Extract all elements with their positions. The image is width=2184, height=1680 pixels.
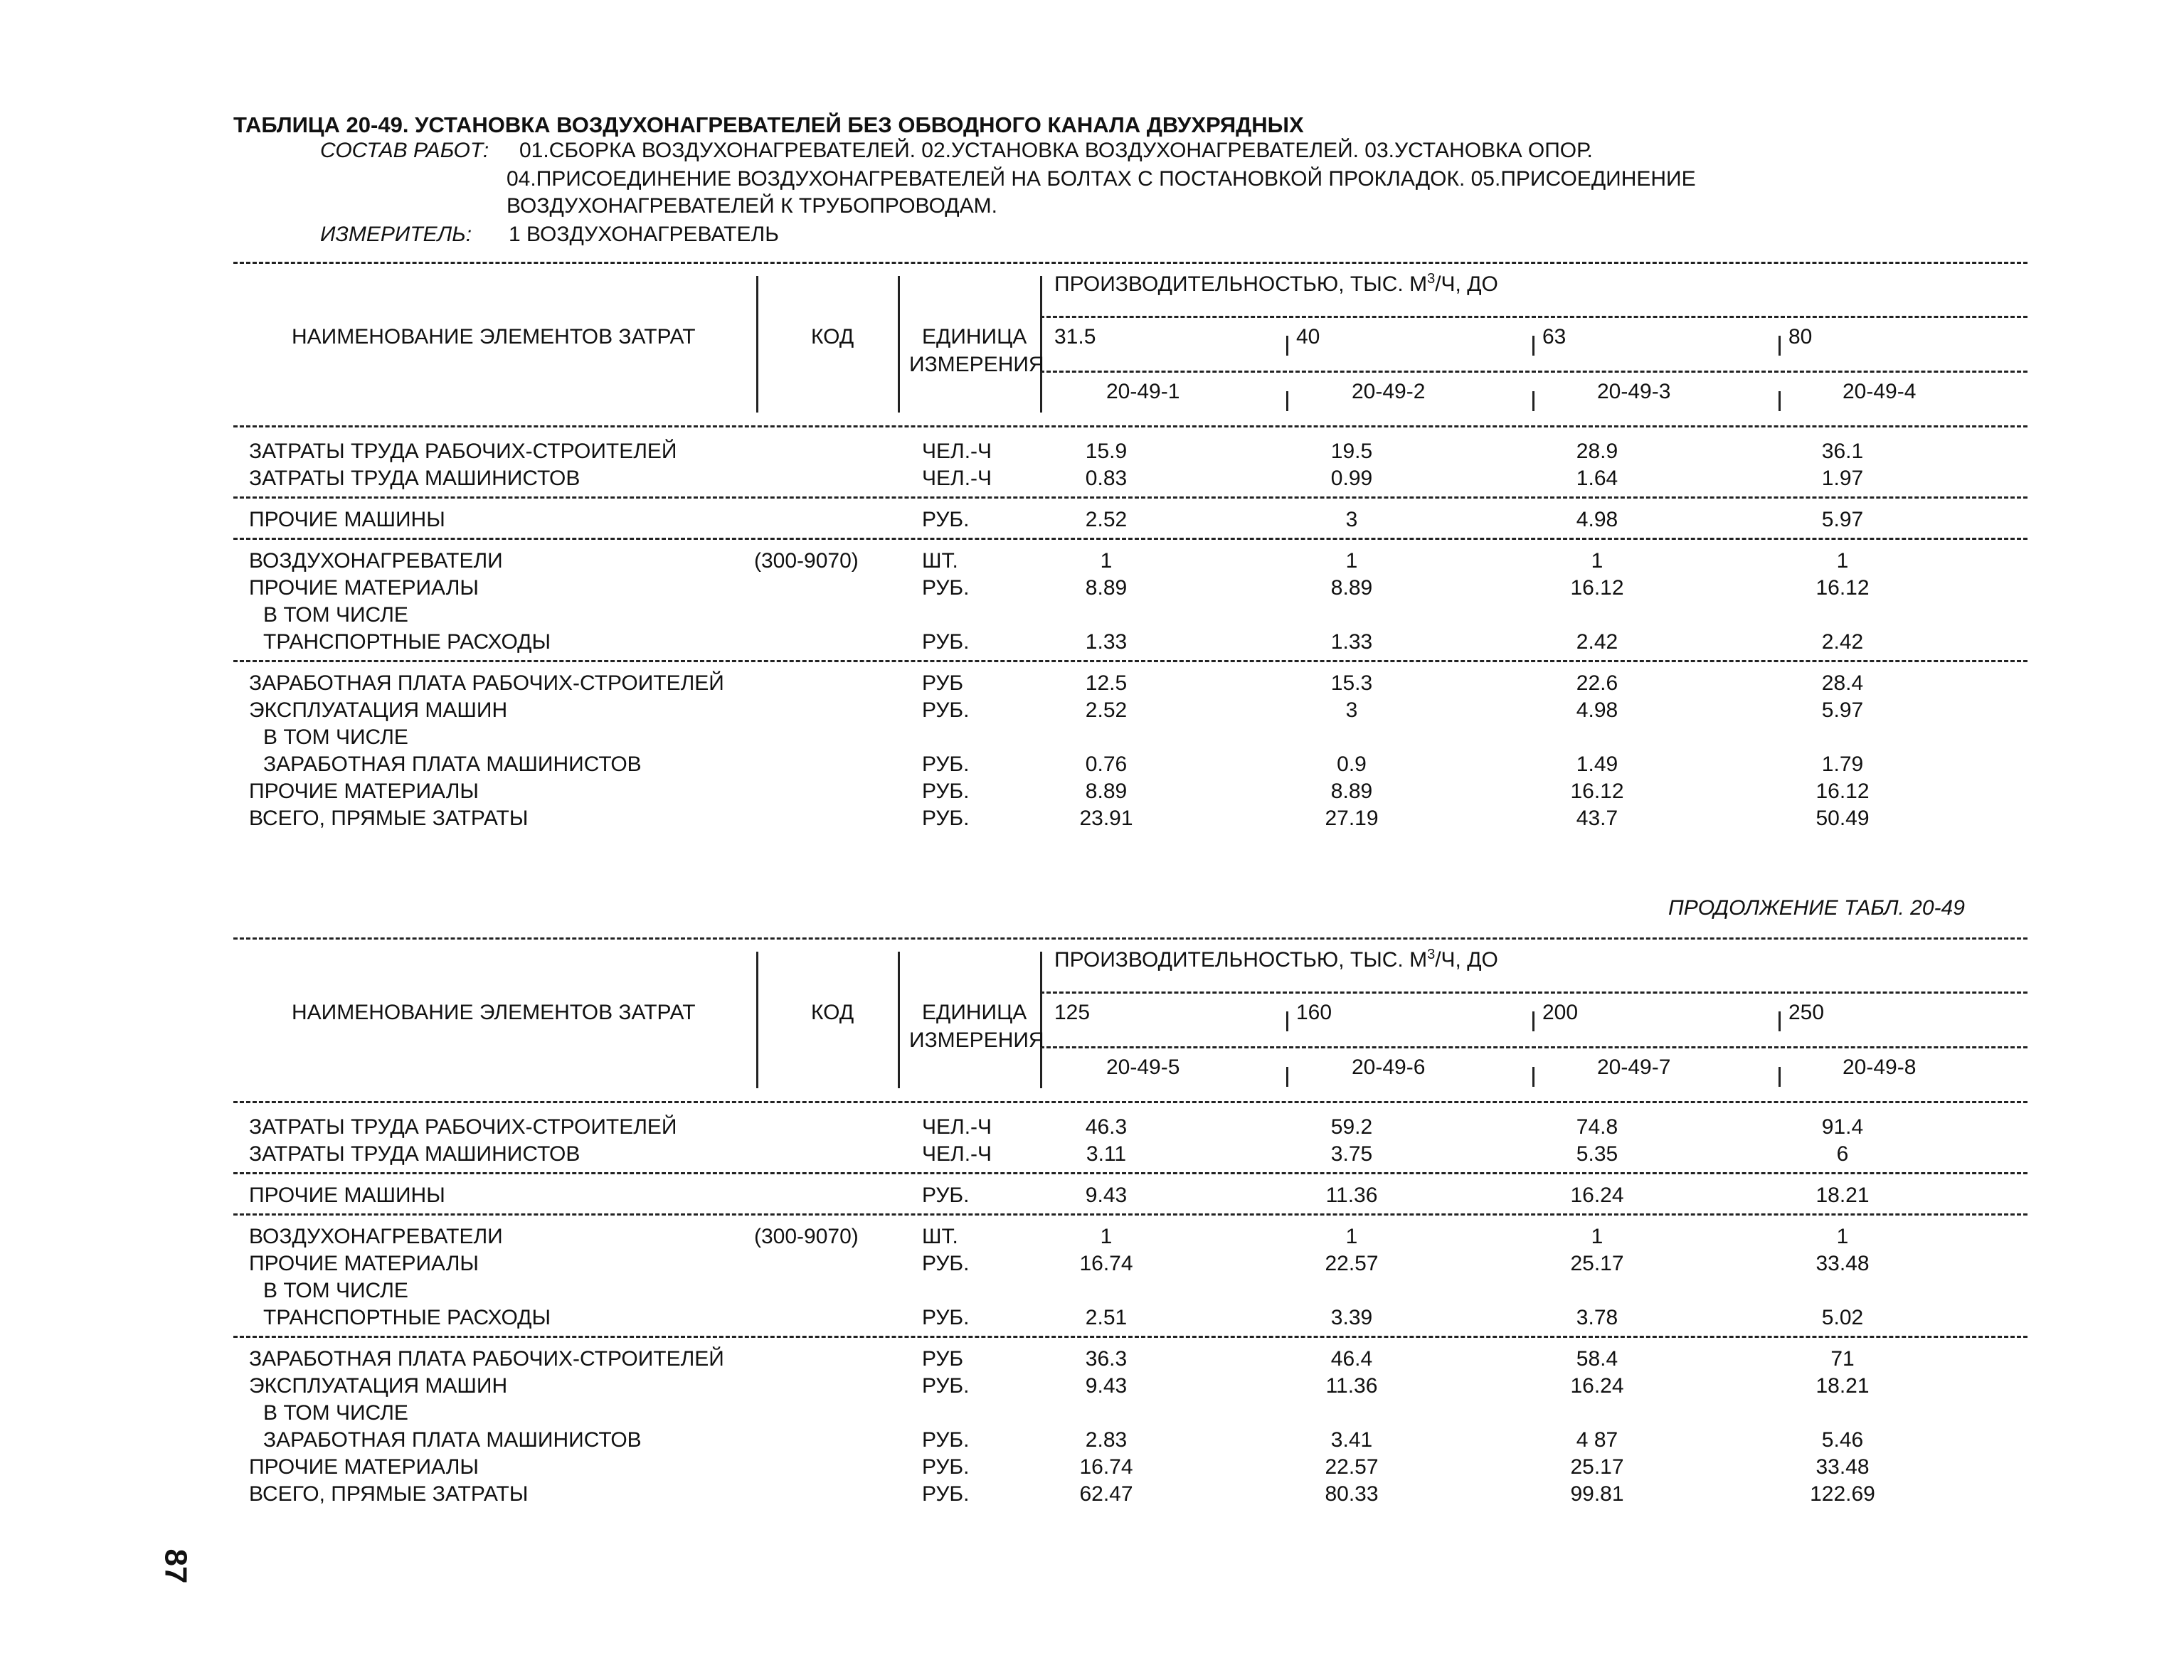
header-name: НАИМЕНОВАНИЕ ЭЛЕМЕНТОВ ЗАТРАТ — [292, 1001, 696, 1024]
rule-header-bottom — [233, 425, 2027, 427]
row-value: 23.91 — [1079, 807, 1133, 830]
meter-label: ИЗМЕРИТЕЛЬ: — [320, 223, 472, 246]
row-unit: РУБ — [922, 671, 964, 695]
capacity-value: 125 — [1054, 1001, 1091, 1024]
row-unit: ШТ. — [922, 1225, 958, 1248]
row-unit: РУБ. — [922, 807, 970, 830]
rule-header-bottom — [233, 1101, 2027, 1103]
row-value: 71 — [1830, 1347, 1855, 1371]
row-value: 3.78 — [1576, 1306, 1618, 1329]
row-value: 1 — [1836, 549, 1849, 573]
row-value: 33.48 — [1815, 1455, 1870, 1479]
row-unit: РУБ. — [922, 1482, 970, 1506]
capacity-tail: /Ч, ДО — [1435, 272, 1498, 296]
row-name: ЗАРАБОТНАЯ ПЛАТА РАБОЧИХ-СТРОИТЕЛЕЙ — [249, 1347, 724, 1371]
rule-group — [233, 1172, 2027, 1174]
row-value: 5.35 — [1576, 1142, 1618, 1166]
row-value: 59.2 — [1330, 1115, 1373, 1139]
row-value: 25.17 — [1570, 1455, 1624, 1479]
row-value: 80.33 — [1325, 1482, 1379, 1506]
row-name: В ТОМ ЧИСЛЕ — [263, 1279, 408, 1302]
row-value: 6 — [1836, 1142, 1849, 1166]
row-value: 1 — [1591, 549, 1603, 573]
row-value: 1.64 — [1576, 467, 1618, 490]
row-value: 1.33 — [1085, 630, 1128, 654]
row-value: 22.57 — [1325, 1455, 1379, 1479]
row-unit: РУБ. — [922, 753, 970, 776]
rule-codes — [1040, 1046, 2027, 1048]
row-value: 46.4 — [1330, 1347, 1373, 1371]
row-value: 4.98 — [1576, 698, 1618, 722]
row-name: ВСЕГО, ПРЯМЫЕ ЗАТРАТЫ — [249, 1482, 529, 1506]
row-unit: РУБ. — [922, 698, 970, 722]
row-name: ЗАРАБОТНАЯ ПЛАТА МАШИНИСТОВ — [263, 753, 642, 776]
row-value: 4 87 — [1576, 1428, 1618, 1452]
row-value: 25.17 — [1570, 1252, 1624, 1275]
code-divider — [1286, 391, 1288, 411]
row-value: 3.75 — [1330, 1142, 1373, 1166]
code-divider — [1779, 1067, 1781, 1087]
row-value: 1.97 — [1821, 467, 1864, 490]
row-value: 3.11 — [1086, 1142, 1127, 1166]
row-value: 11.36 — [1325, 1374, 1378, 1398]
rule-top — [233, 937, 2027, 940]
row-value: 33.48 — [1815, 1252, 1870, 1275]
header-divider — [1040, 276, 1042, 413]
code-divider — [1532, 1067, 1534, 1087]
row-unit: РУБ. — [922, 508, 970, 531]
row-value: 4.98 — [1576, 508, 1618, 531]
row-value: 1.49 — [1576, 753, 1618, 776]
row-value: 2.51 — [1085, 1306, 1128, 1329]
row-unit: ЧЕЛ.-Ч — [922, 1115, 992, 1139]
row-unit: РУБ. — [922, 576, 970, 600]
row-value: 0.9 — [1337, 753, 1367, 776]
row-value: 5.46 — [1821, 1428, 1864, 1452]
norm-code: 20-49-6 — [1352, 1056, 1426, 1079]
norm-code: 20-49-2 — [1352, 380, 1426, 403]
page-number: 87 — [158, 1548, 194, 1584]
continuation-note: ПРОДОЛЖЕНИЕ ТАБЛ. 20-49 — [1668, 896, 1965, 920]
header-code: КОД — [811, 1001, 854, 1024]
code-divider — [1286, 1067, 1288, 1087]
capacity-label: ПРОИЗВОДИТЕЛЬНОСТЬЮ, ТЫС. М — [1054, 948, 1428, 972]
row-value: 3.41 — [1330, 1428, 1373, 1452]
row-value: 2.42 — [1576, 630, 1618, 654]
row-value: 0.99 — [1330, 467, 1373, 490]
row-value: 5.97 — [1821, 508, 1864, 531]
row-value: 99.81 — [1570, 1482, 1624, 1506]
row-name: ТРАНСПОРТНЫЕ РАСХОДЫ — [263, 1306, 551, 1329]
norm-code: 20-49-5 — [1106, 1056, 1180, 1079]
composition-line-1: 01.СБОРКА ВОЗДУХОНАГРЕВАТЕЛЕЙ. 02.УСТАНОВКА ВОЗДУХОНАГРЕВАТЕЛЕЙ. 03.УСТАНОВКА ОПОР. — [519, 139, 1593, 162]
row-name: ЗАТРАТЫ ТРУДА РАБОЧИХ-СТРОИТЕЛЕЙ — [249, 440, 677, 463]
row-name: ПРОЧИЕ МАТЕРИАЛЫ — [249, 576, 479, 600]
capacity-value: 80 — [1788, 325, 1813, 349]
capacity-divider — [1532, 336, 1534, 356]
row-value: 8.89 — [1085, 576, 1128, 600]
row-value: 8.89 — [1085, 780, 1128, 803]
row-value: 15.3 — [1330, 671, 1373, 695]
row-value: 12.5 — [1085, 671, 1128, 695]
row-value: 16.24 — [1570, 1184, 1624, 1207]
norm-code: 20-49-8 — [1843, 1056, 1917, 1079]
row-value: 1 — [1591, 1225, 1603, 1248]
row-value: 2.83 — [1085, 1428, 1128, 1452]
composition-label: СОСТАВ РАБОТ: — [320, 139, 489, 162]
row-unit: РУБ — [922, 1347, 964, 1371]
row-unit: ШТ. — [922, 549, 958, 573]
row-value: 3.39 — [1330, 1306, 1373, 1329]
row-name: ЗАТРАТЫ ТРУДА МАШИНИСТОВ — [249, 467, 581, 490]
header-unit-2: ИЗМЕРЕНИЯ — [909, 1028, 1044, 1052]
row-unit: ЧЕЛ.-Ч — [922, 440, 992, 463]
row-value: 19.5 — [1330, 440, 1373, 463]
capacity-value: 63 — [1542, 325, 1567, 349]
row-name: ЭКСПЛУАТАЦИЯ МАШИН — [249, 1374, 508, 1398]
row-value: 22.6 — [1576, 671, 1618, 695]
row-value: 36.1 — [1821, 440, 1864, 463]
header-code: КОД — [811, 325, 854, 349]
row-name: ВСЕГО, ПРЯМЫЕ ЗАТРАТЫ — [249, 807, 529, 830]
rule-group — [233, 660, 2027, 662]
row-value: 50.49 — [1815, 807, 1870, 830]
rule-codes — [1040, 371, 2027, 373]
row-unit: РУБ. — [922, 1428, 970, 1452]
header-divider — [1040, 952, 1042, 1088]
capacity-sup: 3 — [1427, 947, 1436, 962]
row-value: 2.52 — [1085, 698, 1128, 722]
row-value: 1 — [1100, 549, 1113, 573]
row-value: 74.8 — [1576, 1115, 1618, 1139]
rule-capacity — [1040, 316, 2027, 318]
row-name: ПРОЧИЕ МАТЕРИАЛЫ — [249, 780, 479, 803]
row-name: ПРОЧИЕ МАТЕРИАЛЫ — [249, 1252, 479, 1275]
row-value: 3 — [1345, 508, 1358, 531]
row-name: ЗАРАБОТНАЯ ПЛАТА МАШИНИСТОВ — [263, 1428, 642, 1452]
row-value: 27.19 — [1325, 807, 1379, 830]
row-unit: РУБ. — [922, 1306, 970, 1329]
row-value: 22.57 — [1325, 1252, 1379, 1275]
capacity-divider — [1779, 1011, 1781, 1031]
header-divider — [756, 276, 758, 413]
row-value: 122.69 — [1810, 1482, 1875, 1506]
header-divider — [898, 952, 900, 1088]
row-value: 46.3 — [1085, 1115, 1128, 1139]
row-value: 18.21 — [1815, 1184, 1870, 1207]
code-divider — [1779, 391, 1781, 411]
header-capacity — [1054, 947, 1498, 971]
row-name: ПРОЧИЕ МАШИНЫ — [249, 508, 445, 531]
capacity-value: 40 — [1296, 325, 1320, 349]
rule-group — [233, 496, 2027, 499]
row-value: 1 — [1836, 1225, 1849, 1248]
row-value: 16.12 — [1570, 780, 1624, 803]
row-value: 2.52 — [1085, 508, 1128, 531]
row-name: ТРАНСПОРТНЫЕ РАСХОДЫ — [263, 630, 551, 654]
row-value: 16.74 — [1079, 1252, 1133, 1275]
row-unit: РУБ. — [922, 1252, 970, 1275]
composition-line-3: ВОЗДУХОНАГРЕВАТЕЛЕЙ К ТРУБОПРОВОДАМ. — [507, 194, 997, 218]
row-unit: РУБ. — [922, 1455, 970, 1479]
row-unit: ЧЕЛ.-Ч — [922, 1142, 992, 1166]
row-value: 11.36 — [1325, 1184, 1378, 1207]
row-name: ПРОЧИЕ МАТЕРИАЛЫ — [249, 1455, 479, 1479]
row-value: 5.02 — [1821, 1306, 1864, 1329]
table-title: ТАБЛИЦА 20-49. УСТАНОВКА ВОЗДУХОНАГРЕВАТЕЛЕЙ БЕЗ ОБВОДНОГО КАНАЛА ДВУХРЯДНЫХ — [233, 112, 1304, 137]
norm-code: 20-49-4 — [1843, 380, 1917, 403]
row-value: 28.4 — [1821, 671, 1864, 695]
row-value: 16.12 — [1815, 780, 1870, 803]
capacity-value: 200 — [1542, 1001, 1579, 1024]
row-value: 1 — [1345, 1225, 1358, 1248]
row-value: 0.83 — [1085, 467, 1128, 490]
capacity-value: 31.5 — [1054, 325, 1096, 349]
row-value: 36.3 — [1085, 1347, 1128, 1371]
row-name: ЭКСПЛУАТАЦИЯ МАШИН — [249, 698, 508, 722]
code-divider — [1532, 391, 1534, 411]
row-value: 43.7 — [1576, 807, 1618, 830]
rule-group — [233, 1213, 2027, 1216]
row-code: (300-9070) — [754, 549, 859, 573]
header-divider — [756, 952, 758, 1088]
capacity-sup: 3 — [1427, 271, 1436, 287]
row-name: ЗАТРАТЫ ТРУДА МАШИНИСТОВ — [249, 1142, 581, 1166]
capacity-label: ПРОИЗВОДИТЕЛЬНОСТЬЮ, ТЫС. М — [1054, 272, 1428, 296]
capacity-divider — [1532, 1011, 1534, 1031]
row-value: 15.9 — [1085, 440, 1128, 463]
row-value: 62.47 — [1079, 1482, 1133, 1506]
rule-group — [233, 538, 2027, 540]
row-name: ПРОЧИЕ МАШИНЫ — [249, 1184, 445, 1207]
row-unit: РУБ. — [922, 630, 970, 654]
row-name: В ТОМ ЧИСЛЕ — [263, 603, 408, 627]
row-value: 5.97 — [1821, 698, 1864, 722]
row-name: ЗАТРАТЫ ТРУДА РАБОЧИХ-СТРОИТЕЛЕЙ — [249, 1115, 677, 1139]
row-value: 1.79 — [1821, 753, 1864, 776]
composition-line-2: 04.ПРИСОЕДИНЕНИЕ ВОЗДУХОНАГРЕВАТЕЛЕЙ НА БОЛТАХ С ПОСТАНОВКОЙ ПРОКЛАДОК. 05.ПРИСОЕДИНЕНИЕ — [507, 167, 1696, 191]
rule-capacity — [1040, 991, 2027, 994]
row-name: ВОЗДУХОНАГРЕВАТЕЛИ — [249, 1225, 503, 1248]
row-value: 16.24 — [1570, 1374, 1624, 1398]
row-value: 16.74 — [1079, 1455, 1133, 1479]
norm-code: 20-49-3 — [1597, 380, 1671, 403]
row-value: 9.43 — [1085, 1374, 1128, 1398]
capacity-value: 250 — [1788, 1001, 1825, 1024]
header-divider — [898, 276, 900, 413]
row-value: 58.4 — [1576, 1347, 1618, 1371]
row-value: 9.43 — [1085, 1184, 1128, 1207]
header-unit-2: ИЗМЕРЕНИЯ — [909, 353, 1044, 376]
row-value: 16.12 — [1815, 576, 1870, 600]
meter-value: 1 ВОЗДУХОНАГРЕВАТЕЛЬ — [509, 223, 779, 246]
capacity-value: 160 — [1296, 1001, 1332, 1024]
row-value: 2.42 — [1821, 630, 1864, 654]
row-unit: ЧЕЛ.-Ч — [922, 467, 992, 490]
row-value: 1 — [1100, 1225, 1113, 1248]
capacity-divider — [1779, 336, 1781, 356]
norm-code: 20-49-1 — [1106, 380, 1180, 403]
row-unit: РУБ. — [922, 780, 970, 803]
capacity-divider — [1286, 1011, 1288, 1031]
row-value: 1 — [1345, 549, 1358, 573]
row-value: 8.89 — [1330, 780, 1373, 803]
capacity-tail: /Ч, ДО — [1435, 948, 1498, 972]
rule-top — [233, 262, 2027, 264]
row-value: 16.12 — [1570, 576, 1624, 600]
row-code: (300-9070) — [754, 1225, 859, 1248]
capacity-divider — [1286, 336, 1288, 356]
row-value: 91.4 — [1821, 1115, 1864, 1139]
row-value: 28.9 — [1576, 440, 1618, 463]
row-unit: РУБ. — [922, 1374, 970, 1398]
header-unit-1: ЕДИНИЦА — [922, 325, 1027, 349]
row-value: 3 — [1345, 698, 1358, 722]
row-value: 1.33 — [1330, 630, 1373, 654]
row-unit: РУБ. — [922, 1184, 970, 1207]
row-value: 18.21 — [1815, 1374, 1870, 1398]
norm-code: 20-49-7 — [1597, 1056, 1671, 1079]
row-value: 0.76 — [1085, 753, 1128, 776]
header-capacity — [1054, 272, 1498, 295]
header-name: НАИМЕНОВАНИЕ ЭЛЕМЕНТОВ ЗАТРАТ — [292, 325, 696, 349]
row-name: В ТОМ ЧИСЛЕ — [263, 725, 408, 749]
row-name: В ТОМ ЧИСЛЕ — [263, 1401, 408, 1425]
row-name: ВОЗДУХОНАГРЕВАТЕЛИ — [249, 549, 503, 573]
rule-group — [233, 1336, 2027, 1338]
header-unit-1: ЕДИНИЦА — [922, 1001, 1027, 1024]
row-name: ЗАРАБОТНАЯ ПЛАТА РАБОЧИХ-СТРОИТЕЛЕЙ — [249, 671, 724, 695]
row-value: 8.89 — [1330, 576, 1373, 600]
